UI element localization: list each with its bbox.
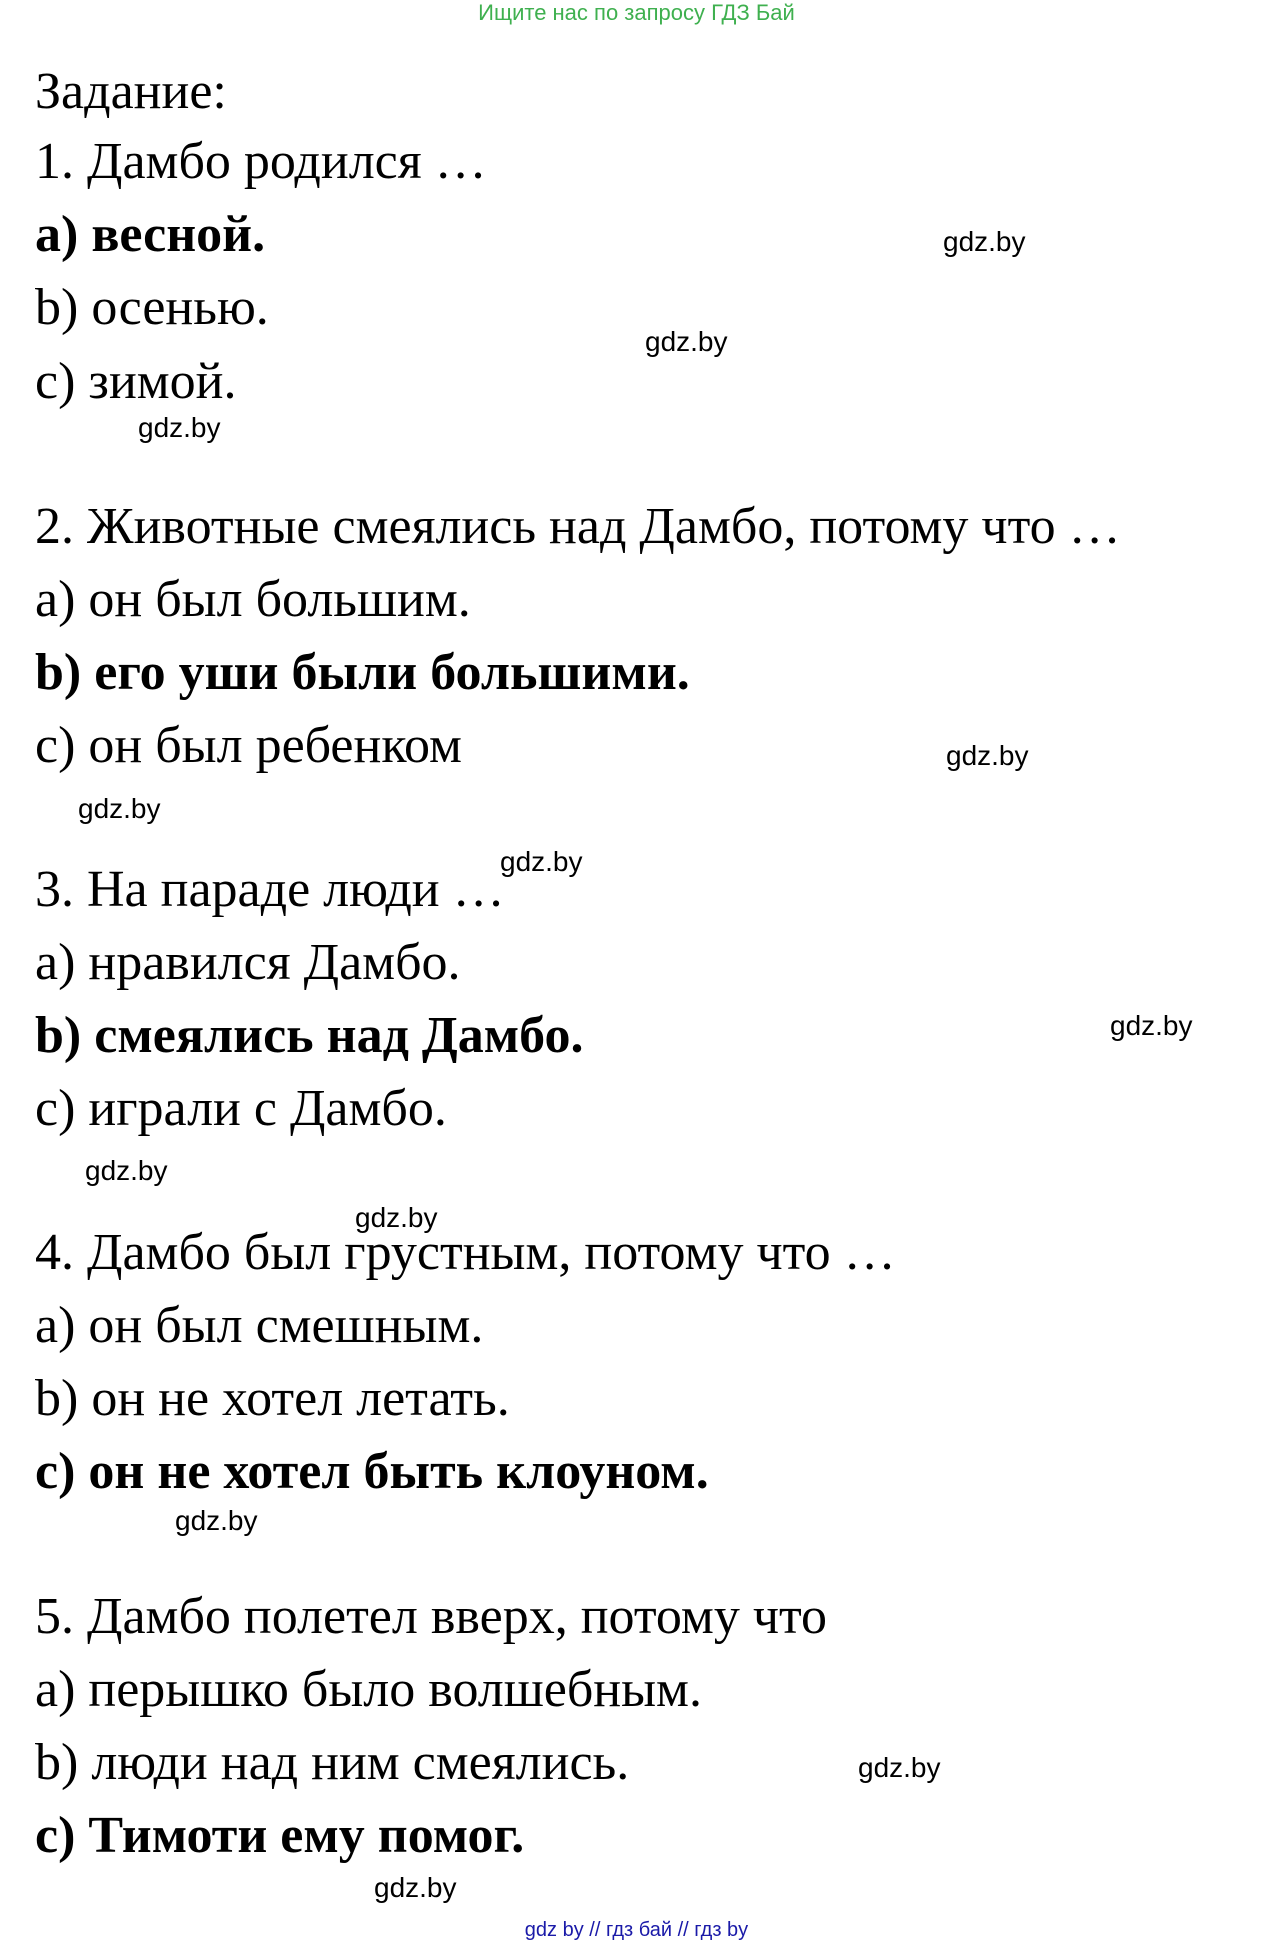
q5-option-c-correct: c) Тимоти ему помог. — [35, 1807, 525, 1864]
watermark-text: gdz.by — [645, 326, 728, 357]
q4-option-b: b) он не хотел летать. — [35, 1370, 510, 1427]
question-3: 3. На параде люди … — [35, 861, 505, 918]
watermark-text: gdz.by — [175, 1505, 258, 1536]
q5-option-a: a) перышко было волшебным. — [35, 1661, 702, 1718]
q5-option-b: b) люди над ним смеялись. — [35, 1734, 630, 1791]
q2-option-c: c) он был ребенком — [35, 717, 462, 774]
watermark-text: gdz.by — [78, 793, 161, 824]
footer-note: gdz by // гдз бай // гдз by — [524, 1919, 749, 1941]
watermark-text: gdz.by — [943, 226, 1026, 257]
question-5: 5. Дамбо полетел вверх, потому что — [35, 1588, 828, 1645]
q1-option-a-correct: a) весной. — [35, 206, 266, 263]
watermark-text: gdz.by — [500, 846, 583, 877]
task-title: Задание: — [35, 63, 227, 120]
question-2: 2. Животные смеялись над Дамбо, потому что … — [35, 498, 1121, 555]
watermark-text: gdz.by — [858, 1752, 941, 1783]
watermark-text: gdz.by — [138, 412, 221, 443]
q3-option-b-correct: b) смеялись над Дамбо. — [35, 1007, 584, 1064]
q2-option-b-correct: b) его уши были большими. — [35, 644, 690, 701]
watermark-text: gdz.by — [355, 1202, 438, 1233]
q3-option-a: a) нравился Дамбо. — [35, 934, 461, 991]
question-4: 4. Дамбо был грустным, потому что … — [35, 1224, 896, 1281]
q4-option-a: a) он был смешным. — [35, 1297, 484, 1354]
q1-option-b: b) осенью. — [35, 279, 269, 336]
watermark-text: gdz.by — [374, 1872, 457, 1903]
watermark-text: gdz.by — [946, 740, 1029, 771]
q3-option-c: c) играли с Дамбо. — [35, 1080, 447, 1137]
watermark-text: gdz.by — [1110, 1010, 1193, 1041]
q1-option-c: c) зимой. — [35, 353, 237, 410]
watermark-text: gdz.by — [85, 1155, 168, 1186]
header-note: Ищите нас по запросу ГДЗ Бай — [478, 0, 795, 25]
question-1: 1. Дамбо родился … — [35, 133, 487, 190]
q4-option-c-correct: c) он не хотел быть клоуном. — [35, 1443, 709, 1500]
q2-option-a: a) он был большим. — [35, 571, 471, 628]
